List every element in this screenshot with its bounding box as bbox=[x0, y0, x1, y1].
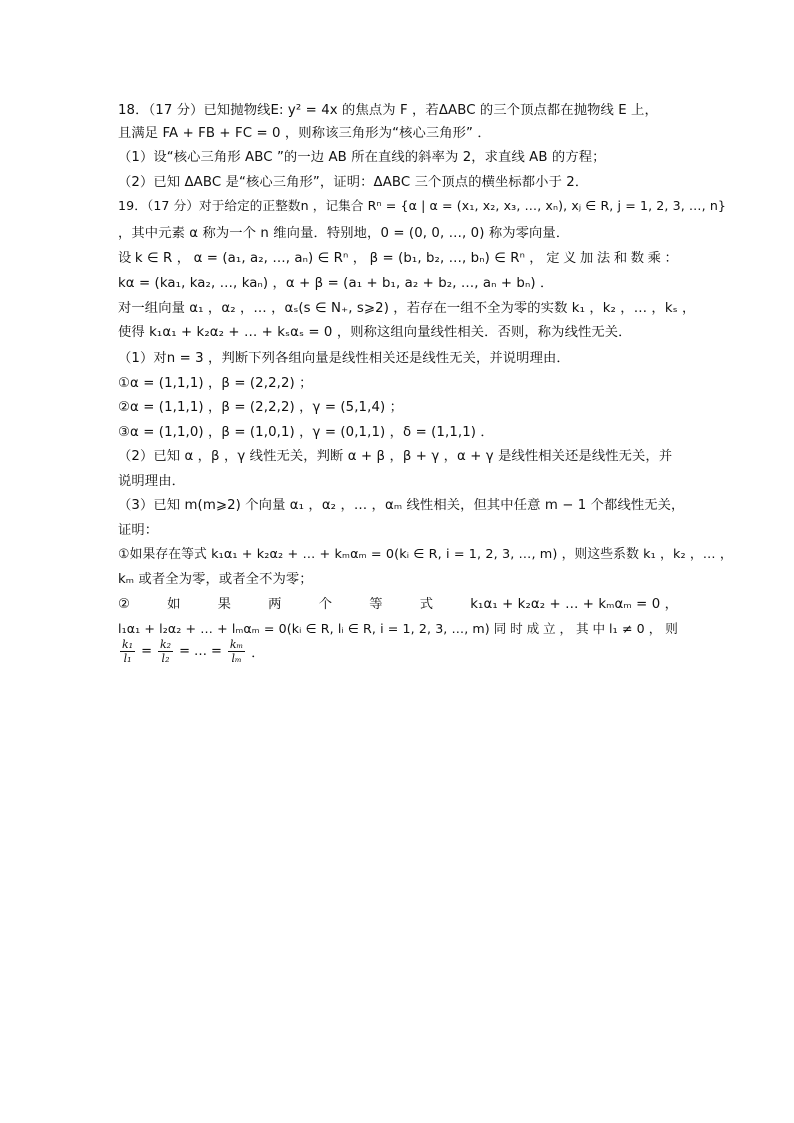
q19-line-4: kα = (ka₁, ka₂, …, kaₙ) ，α + β = (a₁ + b₁, a₂ + b₂, …, aₙ + bₙ) ． bbox=[118, 276, 554, 291]
q19-part-3-line-6-part: 其 bbox=[576, 621, 589, 636]
fraction-k1-l1 bbox=[120, 638, 135, 665]
q19-part-3-line-6-part: 成 bbox=[526, 621, 540, 636]
q19-part-3-line-6-part: l₁α₁ + l₂α₂ + … + lₘαₘ = 0(kᵢ ∈ R, lᵢ ∈ R, i = 1, 2, 3, …, m) bbox=[118, 621, 490, 636]
q19-line-3-part: 和 bbox=[613, 251, 628, 266]
q19-part-3-line-6-part: ， bbox=[559, 621, 573, 636]
period: ． bbox=[251, 646, 265, 661]
q19-line-6: 使得 k₁α₁ + k₂α₂ + … + kₛαₛ = 0 ，则称这组向量线性相关．否则，称为线性无关． bbox=[118, 325, 632, 340]
q19-line-3-part: 设 bbox=[118, 251, 132, 266]
equals-sign: = bbox=[141, 644, 152, 659]
q19-part-3-line-6 bbox=[118, 619, 678, 638]
ellipsis: … bbox=[193, 644, 207, 659]
fraction-numerator: k₂ bbox=[159, 638, 172, 651]
equals-sign: = bbox=[210, 644, 222, 659]
q18-subquestion-1: （1）设“核心三角形 ABC ”的一边 AB 所在直线的斜率为 2，求直线 AB 的方程； bbox=[118, 150, 606, 165]
q18-line-2: 且满足 FA + FB + FC = 0 ，则称该三角形为“核心三角形” ． bbox=[118, 126, 491, 141]
fraction-km-lm bbox=[228, 638, 245, 665]
q19-part-2-line-1: （2）已知 α ，β ，γ 线性无关，判断 α + β ，β + γ ，α + γ 是线性相关还是线性无关，并 bbox=[118, 449, 673, 464]
fraction-numerator: k₁ bbox=[122, 638, 134, 651]
q19-part-1-item-3: ③α = (1,1,0) ，β = (1,0,1) ，γ = (0,1,1) ，δ = (1,1,1) ． bbox=[118, 425, 494, 440]
q19-part-3-line-5-part: 等 bbox=[369, 597, 383, 612]
q18-subquestion-2: （2）已知 ΔABC 是“核心三角形”，证明：ΔABC 三个顶点的横坐标都小于 2． bbox=[118, 175, 589, 190]
q18-line-1: 18．（17 分）已知抛物线E: y² = 4x 的焦点为 F ，若ΔABC 的三个顶点都在抛物线 E 上， bbox=[118, 103, 658, 118]
q19-part-1-item-2: ②α = (1,1,1) ，β = (2,2,2) ，γ = (5,1,4) ； bbox=[118, 400, 404, 415]
q19-line-3-part: 加 bbox=[580, 251, 594, 266]
q19-line-2: ，其中元素 α 称为一个 n 维向量．特别地，0 = (0, 0, …, 0) 称为零向量． bbox=[118, 226, 570, 241]
q19-part-3-line-5-part: 两 bbox=[268, 597, 282, 612]
q19-part-3-line-6-part: 中 bbox=[592, 621, 606, 636]
q19-line-3-part: k ∈ R ， bbox=[134, 251, 191, 266]
q19-part-3-line-2: 证明： bbox=[118, 523, 159, 538]
q19-line-3 bbox=[118, 249, 678, 268]
q19-part-3-line-5-part: 果 bbox=[217, 597, 232, 612]
fraction-numerator: kₘ bbox=[229, 638, 244, 651]
q19-fraction-equation bbox=[118, 638, 264, 665]
q19-part-3-line-5-part: k₁α₁ + k₂α₂ + … + kₘαₘ = 0 ， bbox=[470, 597, 678, 612]
q19-part-3-line-1: （3）已知 m(m⩾2) 个向量 α₁ ，α₂ ，… ，αₘ 线性相关，但其中任意 m − 1 个都线性无关， bbox=[118, 498, 685, 513]
q19-part-2-line-2: 说明理由． bbox=[118, 474, 185, 489]
q19-part-3-line-5-part: 个 bbox=[318, 597, 333, 612]
q19-line-3-part: 法 bbox=[596, 251, 611, 266]
q19-part-3-line-5-part: ② bbox=[118, 597, 131, 612]
q19-line-3-part: 乘 bbox=[647, 251, 662, 266]
q19-part-3-line-5-part: 式 bbox=[419, 597, 434, 612]
q19-part-3-line-6-part: l₁ ≠ 0 ， bbox=[608, 621, 662, 636]
q19-line-3-part: 定 bbox=[546, 251, 560, 266]
q19-part-3-line-6-part: 立 bbox=[543, 621, 556, 636]
q19-line-3-part: ： bbox=[664, 251, 678, 266]
equals-sign: = bbox=[179, 644, 190, 659]
fraction-denominator: l₁ bbox=[123, 652, 132, 665]
q19-part-3-line-6-part: 时 bbox=[510, 621, 523, 636]
q19-part-3-line-3: ①如果存在等式 k₁α₁ + k₂α₂ + … + kₘαₘ = 0(kᵢ ∈ R, i = 1, 2, 3, …, m) ，则这些系数 k₁ ，k₂ ，… ， bbox=[118, 547, 733, 562]
q19-part-1-item-1: ①α = (1,1,1) ，β = (2,2,2) ； bbox=[118, 376, 313, 391]
q19-part-3-line-6-part: 则 bbox=[665, 621, 678, 636]
q19-part-3-line-5-part: 如 bbox=[167, 597, 181, 612]
q19-line-3-part: 数 bbox=[630, 251, 645, 266]
q19-line-3-part: α = (a₁, a₂, …, aₙ) ∈ Rⁿ ， bbox=[193, 251, 367, 266]
q19-part-3-line-6-part: 同 bbox=[493, 621, 507, 636]
fraction-denominator: lₘ bbox=[231, 652, 242, 665]
q19-line-3-part: β = (b₁, b₂, …, bₙ) ∈ Rⁿ ， bbox=[369, 251, 543, 266]
q19-part-1: （1）对n = 3 ，判断下列各组向量是线性相关还是线性无关，并说明理由． bbox=[118, 351, 570, 366]
fraction-denominator: l₂ bbox=[161, 652, 170, 665]
q19-line-5: 对一组向量 α₁ ，α₂ ，… ，αₛ(s ∈ N₊, s⩾2) ，若存在一组不全为零的实数 k₁ ，k₂ ，… ，kₛ ， bbox=[118, 301, 696, 316]
q19-line-1: 19．（17 分）对于给定的正整数n ，记集合 Rⁿ = {α | α = (x₁, x₂, x₃, …, xₙ), xⱼ ∈ R, j = 1, 2, 3, …, n} bbox=[118, 198, 727, 213]
q19-part-3-line-5 bbox=[118, 595, 678, 614]
q19-line-3-part: 义 bbox=[563, 251, 577, 266]
fraction-k2-l2 bbox=[158, 638, 173, 665]
q19-part-3-line-4: kₘ 或者全为零，或者全不为零； bbox=[118, 572, 313, 587]
